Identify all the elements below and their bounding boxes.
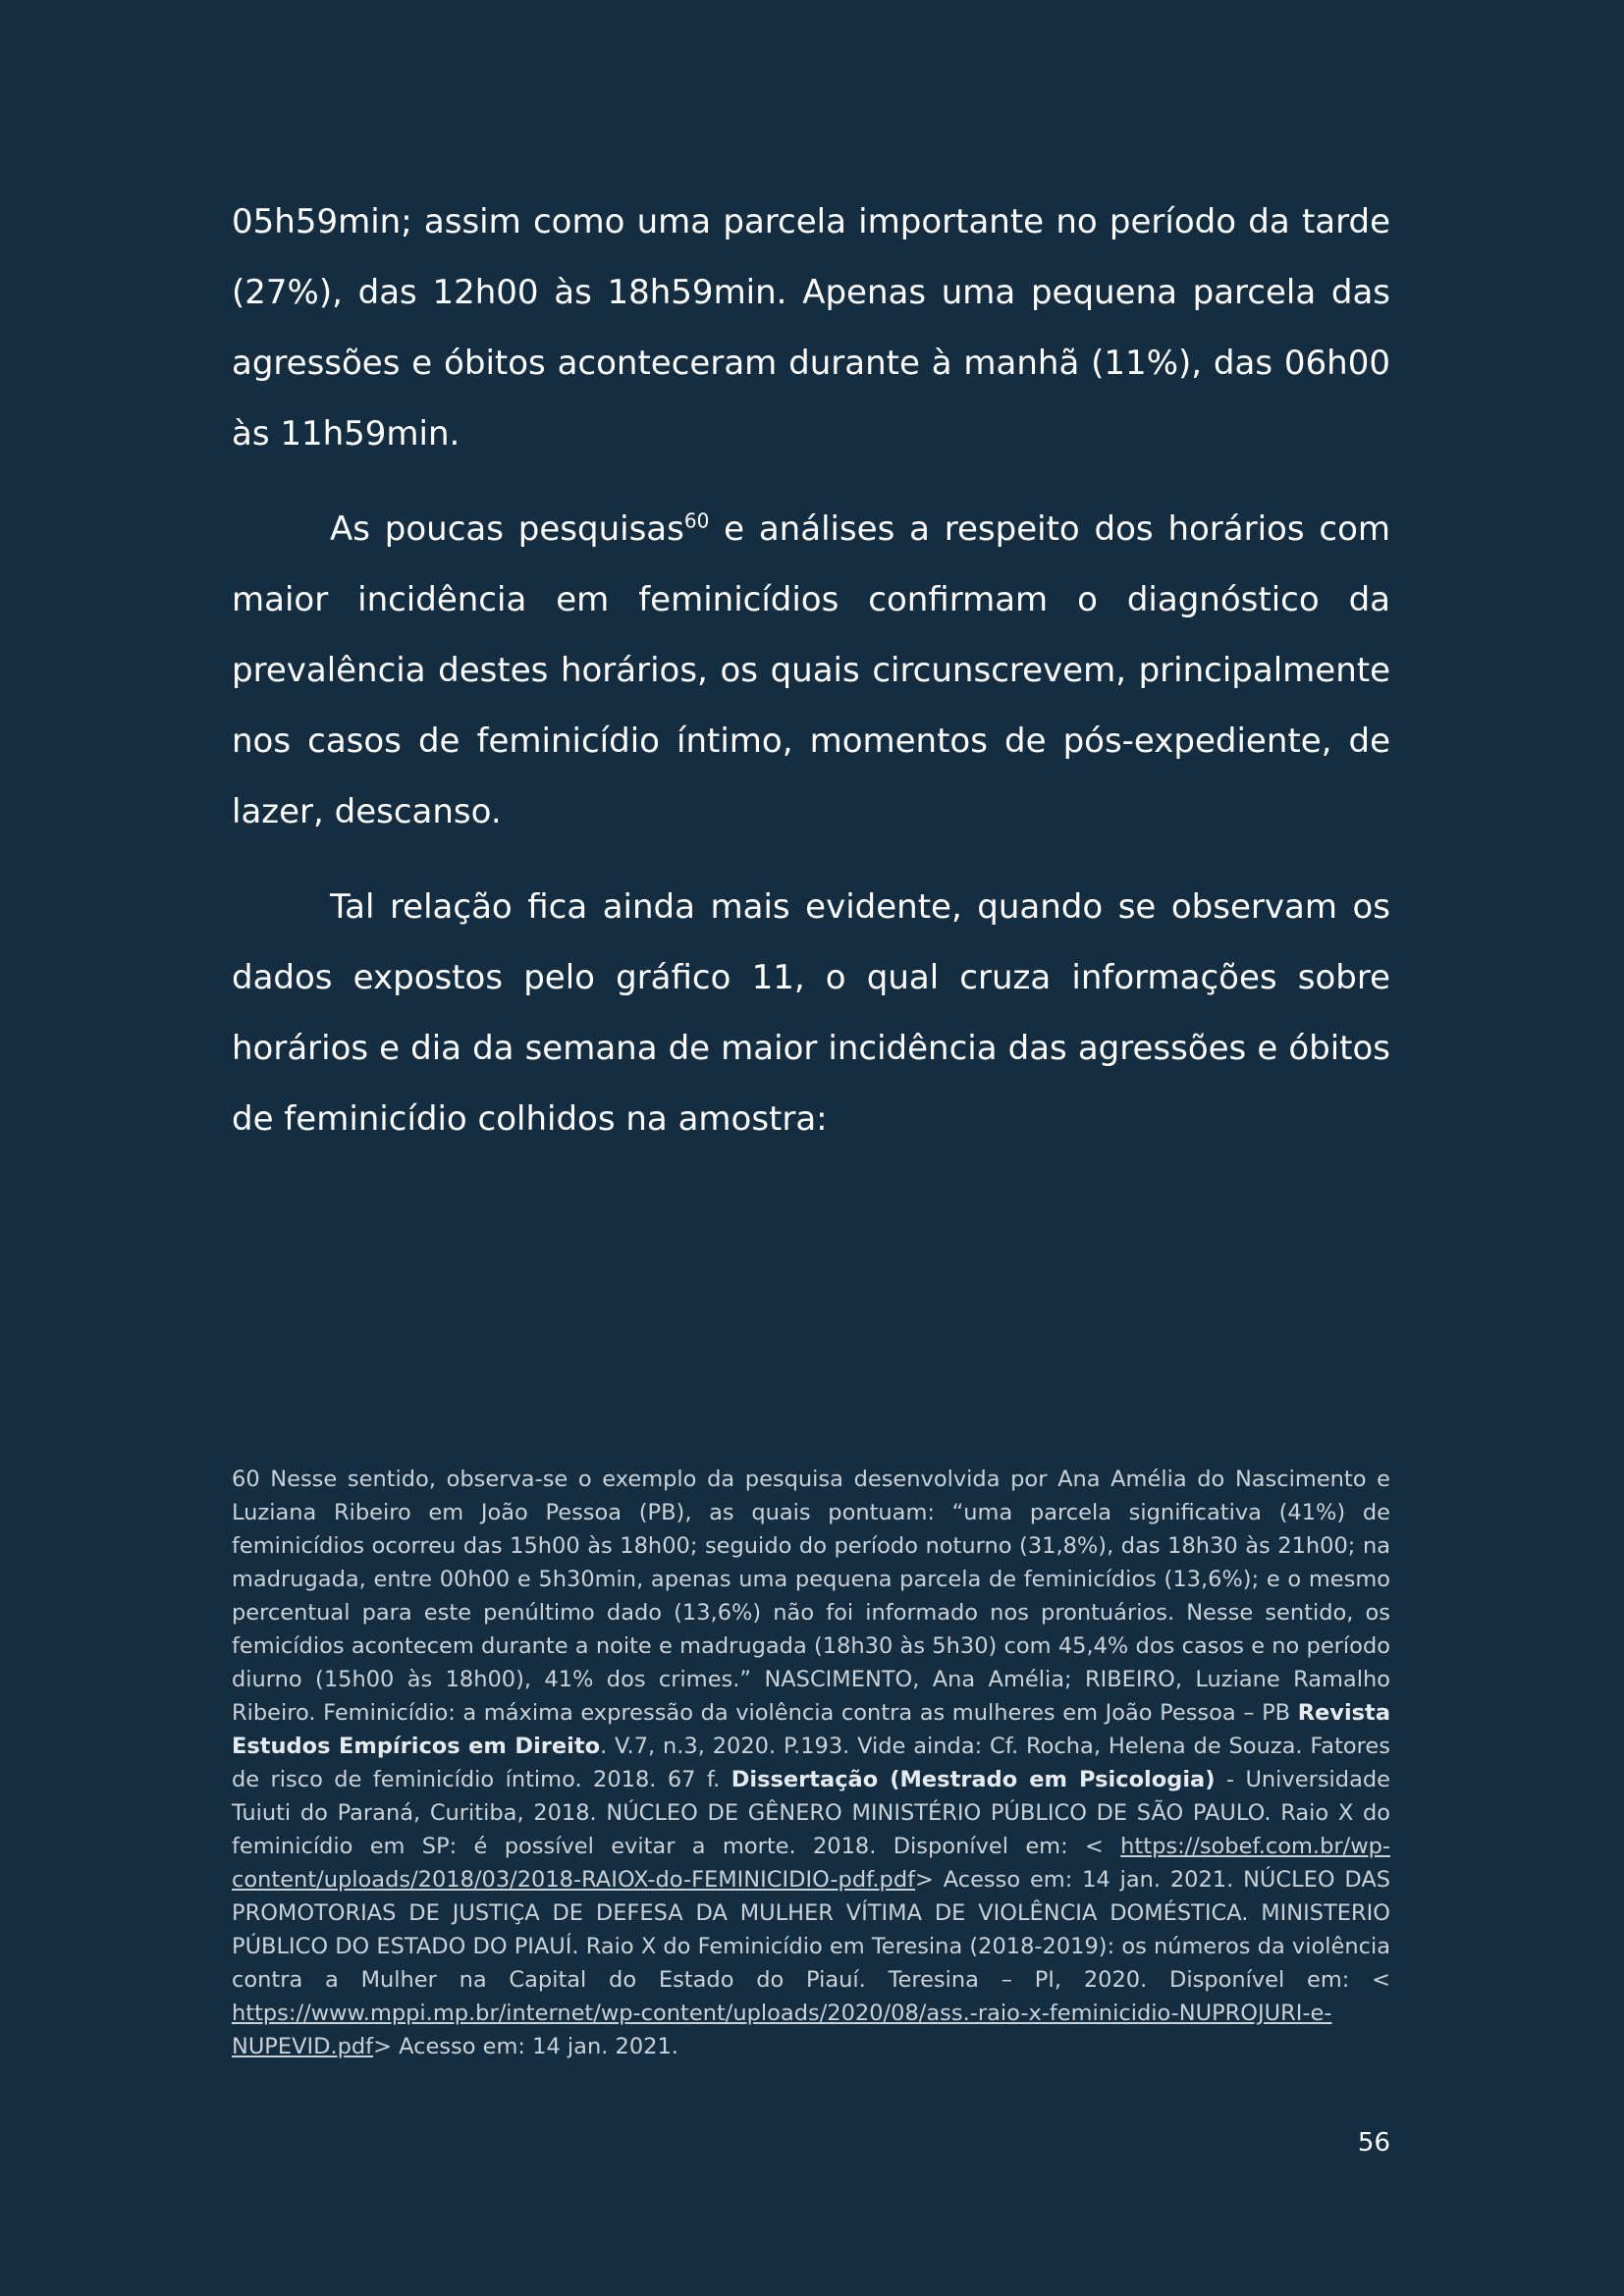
- paragraph-1: 05h59min; assim como uma parcela importante no período da tarde (27%), das 12h00 às 18h59min. Apenas uma pequena parcela das agressões e óbitos aconteceram durante à manhã (11%), das 06h00 às 11h59min.: [232, 202, 1390, 454]
- paragraph-2-start: As poucas pesquisas: [330, 509, 684, 549]
- footnote-text-5: > Acesso em: 14 jan. 2021.: [373, 2034, 678, 2059]
- paragraph-2: [232, 494, 1390, 847]
- page-number: 56: [1357, 2128, 1390, 2158]
- body-text: [232, 187, 1390, 1179]
- footnote-60: [232, 1463, 1390, 2063]
- footnote-link-sobef[interactable]: https://sobef.com.br/wp-content/uploads/2018/03/2018-RAIOX-do-FEMINICIDIO-pdf.pdf: [232, 1834, 1390, 1893]
- footnote-link-mppi[interactable]: https://www.mppi.mp.br/internet/wp-content/uploads/2020/08/ass.-raio-x-feminicidio-NUPROJURI-e-NUPEVID.pdf: [232, 2001, 1332, 2059]
- paragraph-2-rest: e análises a respeito dos horários com maior incidência em feminicídios confirmam o diagnóstico da prevalência destes horários, os quais circunscrevem, principalmente nos casos de feminicídio íntimo, momentos de pós-expediente, de lazer, descanso.: [232, 509, 1390, 831]
- footnote-text-2: . V.7, n.3, 2020. P.193. Vide ainda: Cf. Rocha, Helena de Souza. Fatores de risco de feminicídio íntimo. 2018. 67 f.: [232, 1734, 1390, 1792]
- footnote-text-4: > Acesso em: 14 jan. 2021. NÚCLEO DAS PROMOTORIAS DE JUSTIÇA DE DEFESA DA MULHER VÍTIMA DE VIOLÊNCIA DOMÉSTICA. MINISTERIO PÚBLICO DO ESTADO DO PIAUÍ. Raio X do Feminicídio em Teresina (2018-2019): os números da violência contra a Mulher na Capital do Estado do Piauí. Teresina – PI, 2020. Disponível em: <: [232, 1867, 1390, 1993]
- footnote-text-3: - Universidade Tuiuti do Paraná, Curitiba, 2018. NÚCLEO DE GÊNERO MINISTÉRIO PÚBLICO DE SÃO PAULO. Raio X do feminicídio em SP: é possível evitar a morte. 2018. Disponível em: <: [232, 1767, 1391, 1859]
- footnote-text-1: 60 Nesse sentido, observa-se o exemplo da pesquisa desenvolvida por Ana Amélia do Nascimento e Luziana Ribeiro em João Pessoa (PB), as quais pontuam: “uma parcela significativa (41%) de feminicídios ocorreu das 15h00 às 18h00; seguido do período noturno (31,8%), das 18h30 às 21h00; na madrugada, entre 00h00 e 5h30min, apenas uma pequena parcela de feminicídios (13,6%); e o mesmo percentual para este penúltimo dado (13,6%) não foi informado nos prontuários. Nesse sentido, os femicídios acontecem durante a noite e madrugada (18h30 às 5h30) com 45,4% dos casos e no período diurno (15h00 às 18h00), 41% dos crimes.” NASCIMENTO, Ana Amélia; RIBEIRO, Luziane Ramalho Ribeiro. Feminicídio: a máxima expressão da violência contra as mulheres em João Pessoa – PB: [232, 1467, 1390, 1726]
- footnote-journal-title: Revista Estudos Empíricos em Direito: [232, 1700, 1390, 1759]
- footnote-reference-60[interactable]: 60: [683, 508, 710, 533]
- paragraph-3: Tal relação fica ainda mais evidente, quando se observam os dados expostos pelo gráfico 11, o qual cruza informações sobre horários e dia da semana de maior incidência das agressões e óbitos de feminicídio colhidos na amostra:: [232, 887, 1390, 1139]
- footnote-thesis-title: Dissertação (Mestrado em Psicologia): [731, 1767, 1216, 1792]
